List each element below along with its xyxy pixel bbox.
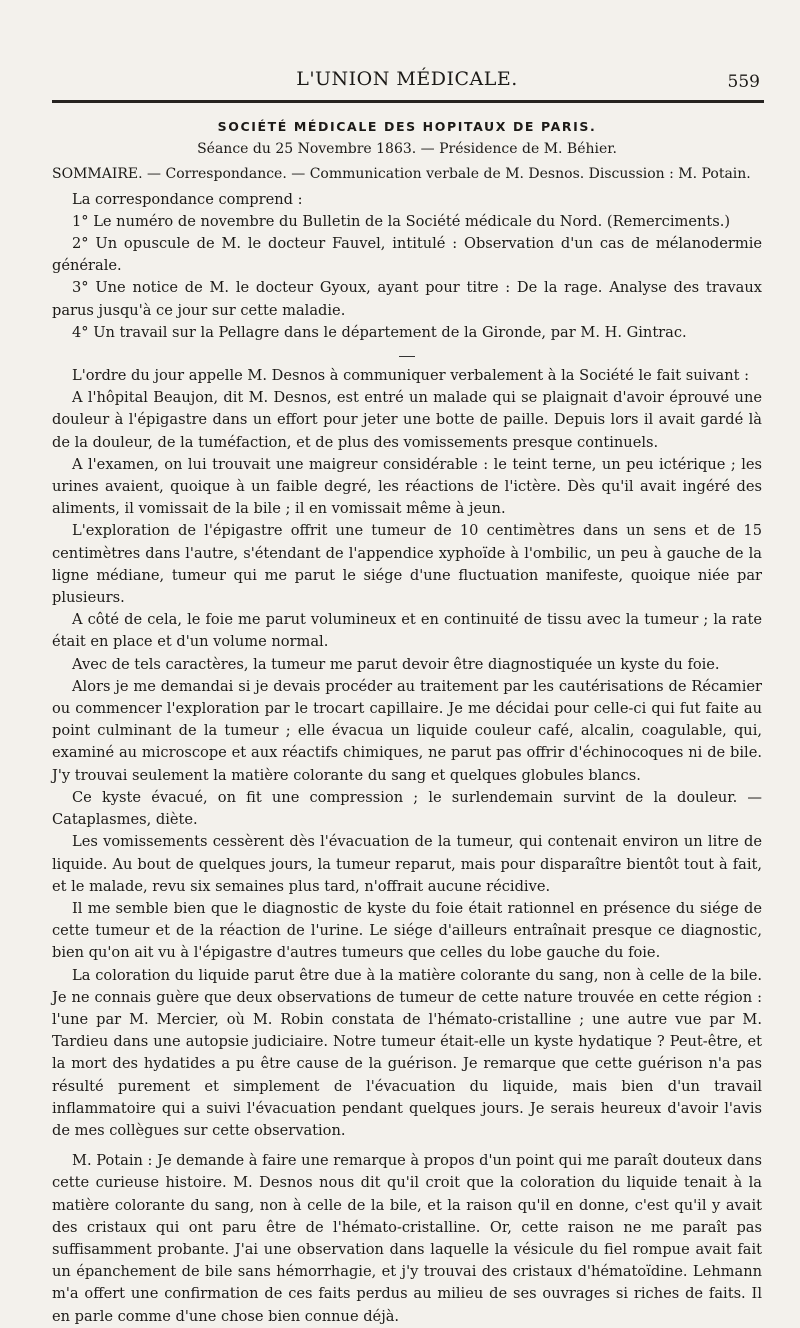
correspondance-item-2: 2° Un opuscule de M. le docteur Fauvel, intitulé : Observation d'un cas de mélanodermie générale. [52, 235, 762, 275]
correspondance-item-1: 1° Le numéro de novembre du Bulletin de la Société médicale du Nord. (Remerciments.) [72, 212, 731, 230]
article-body [52, 116, 762, 1328]
section-divider [399, 356, 415, 357]
paragraph-foie: A côté de cela, le foie me parut volumineux et en continuité de tissu avec la tumeur ; la rate était en place et d'un volume normal. [52, 611, 762, 651]
paragraph-exploration: L'exploration de l'épigastre offrit une tumeur de 10 centimètres dans un sens et de 15 centimètres dans l'autre, s'étendant de l'appendice xyphoïde à l'ombilic, un peu à gauche de la ligne médiane, tumeur qui me parut le siége d'une fluctuation manifeste, quoique niée par plusieurs. [52, 522, 762, 607]
paragraph-beaujon: A l'hôpital Beaujon, dit M. Desnos, est entré un malade qui se plaignait d'avoir éprouvé une douleur à l'épigastre dans un effort pour jeter une botte de paille. Depuis lors il avait gardé là de la douleur, de la tuméfaction, et de plus des vomissements presque continuels. [52, 389, 762, 451]
running-title: L'UNION MÉDICALE. [296, 68, 518, 90]
paragraph-potain: M. Potain : Je demande à faire une remarque à propos d'un point qui me paraît douteux dans cette curieuse histoire. M. Desnos nous dit qu'il croit que la coloration du liquide tenait à la matière colorante du sang, non à celle de la bile, et la raison qu'il en donne, c'est qu'il y avait des cristaux qui ont paru être de l'hémato-cristalline. Or, cette raison ne me paraît pas suffisamment probante. J'ai une observation dans laquelle la vésicule du fiel rompue avait fait un épanchement de bile sans hémorrhagie, et j'y trouvai des cristaux d'hématoïdine. Lehmann m'a offert une confirmation de ces faits perdus au milieu de ses ouvrages si riches de faits. Il en parle comme d'une chose bien connue déjà. [52, 1152, 762, 1325]
society-title: SOCIÉTÉ MÉDICALE DES HOPITAUX DE PARIS. [217, 119, 597, 134]
paragraph-rationnel: Il me semble bien que le diagnostic de kyste du foie était rationnel en présence du siége de cette tumeur et de la réaction de l'urine. Le siége d'ailleurs entraînait presque ce diagnostic, bien qu'on ait vu à l'épigastre d'autres tumeurs que celles du lobe gauche du foie. [52, 899, 762, 962]
paragraph-vomissements: Les vomissements cessèrent dès l'évacuation de la tumeur, qui contenait environ un litre de liquide. Au bout de quelques jours, la tumeur reparut, mais pour disparaître bientôt tout à fait, et le malade, revu six semaines plus tard, n'offrait aucune récidive. [52, 833, 762, 895]
paragraph-compression: Ce kyste évacué, on fit une compression ; le surlendemain survint de la douleur. — Cataplasmes, diète. [52, 788, 762, 829]
correspondance-item-4: 4° Un travail sur la Pellagre dans le département de la Gironde, par M. H. Gintrac. [72, 323, 687, 341]
page-number: 559 [727, 72, 760, 92]
correspondance-intro: La correspondance comprend : [72, 190, 303, 208]
correspondance-item-3: 3° Une notice de M. le docteur Gyoux, ayant pour titre : De la rage. Analyse des travaux parus jusqu'à ce jour sur cette maladie. [52, 279, 762, 319]
session-line: Séance du 25 Novembre 1863. — Présidence de M. Béhier. [197, 141, 617, 158]
paragraph-diagnostic: Avec de tels caractères, la tumeur me parut devoir être diagnostiquée un kyste du foie. [72, 655, 720, 673]
paragraph-gap [52, 1142, 762, 1150]
paragraph-coloration: La coloration du liquide parut être due à la matière colorante du sang, non à celle de la bile. Je ne connais guère que deux observations de tumeur de cette nature trouvée en cette région : l'une par M. Mercier, où M. Robin constata de l'hémato-cristalline ; une autre vue par M. Tardieu dans une autopsie judiciaire. Notre tumeur était-elle un kyste hydatique ? Peut-être, et la mort des hydatides a pu être cause de la guérison. Je remarque que cette guérison n'a pas résulté purement et simplement de l'évacuation du liquide, mais bien d'un travail inflammatoire qui a suivi l'évacuation pendant quelques jours. Je serais heureux d'avoir l'avis de mes collègues sur cette observation. [52, 966, 762, 1139]
paragraph-traitement: Alors je me demandai si je devais procéder au traitement par les cautérisations de Récamier ou commencer l'exploration par le trocart capillaire. Je me décidai pour celle-ci qui fut faite au point culminant de la tumeur ; elle évacua un liquide couleur café, alcalin, coagulable, qui, examiné au microscope et aux réactifs chimiques, ne parut pas offrir d'échinocoques ni de bile. J'y trouvai seulement la matière colorante du sang et quelques globules blancs. [52, 677, 762, 784]
page-header [50, 62, 764, 102]
paragraph-examen: A l'examen, on lui trouvait une maigreur considérable : le teint terne, un peu ictérique ; les urines avaient, quoique à un faible degré, les réactions de l'ictère. Dès qu'il avait ingéré des aliments, il vomissait de la bile ; il en vomissait même à jeun. [52, 455, 762, 518]
sommaire: SOMMAIRE. — Correspondance. — Communication verbale de M. Desnos. Discussion : M. Potain. [52, 166, 751, 183]
header-rule [52, 100, 764, 103]
paragraph-ordre-du-jour: L'ordre du jour appelle M. Desnos à communiquer verbalement à la Société le fait suivant : [72, 367, 750, 385]
